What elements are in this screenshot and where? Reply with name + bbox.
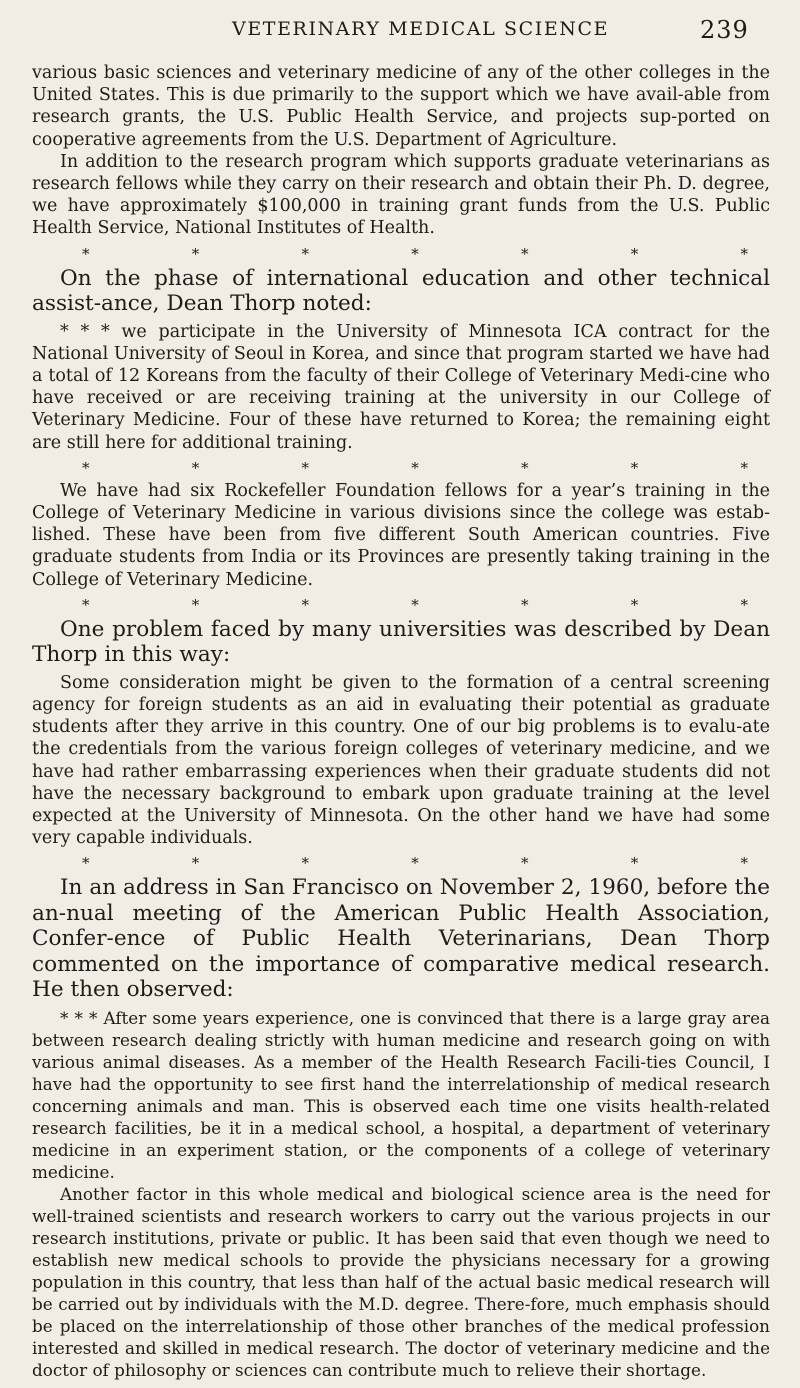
separator-star: *	[82, 854, 90, 873]
paragraph-continuation: various basic sciences and veterinary medicine of any of the other colleges in the United States. This is due primarily to the support which we have avail-able from research grants, the U.S. Public Health Service, and projects sup-ported on cooperative agreements from the U.S. Department of Agriculture.	[32, 63, 770, 150]
section-separator	[32, 595, 770, 615]
quote-rockefeller-fellows: We have had six Rockefeller Foundation fellows for a year’s training in the College of Veterinary Medicine in various divisions since the college was estab-lished. These have been from five different South American countries. Five graduate students from India or its Provinces are presently taking training in the College of Veterinary Medicine.	[32, 480, 770, 590]
paragraph-problem-intro: One problem faced by many universities was described by Dean Thorp in this way:	[32, 616, 770, 668]
separator-star: *	[521, 458, 529, 477]
quote-gray-area: * * * After some years experience, one is convinced that there is a large gray area between research dealing strictly with human medicine and research going on with various animal diseases. As a member of the Health Research Facili-ties Council, I have had the opportunity to see first hand the interrelationship of medical research concerning animals and man. This is observed each time one visits health-related research facilities, be it in a medical school, a hospital, a department of veterinary medicine in an experiment station, or the components of a college of veterinary medicine.	[32, 1007, 770, 1182]
separator-star: *	[191, 854, 200, 873]
paragraph-training-grants: In addition to the research program which supports graduate veterinarians as research fellows while they carry on their research and obtain their Ph. D. degree, we have approximately $100,000 in training grant funds from the U.S. Public Health Service, National Institutes of Health.	[32, 151, 770, 239]
separator-star: *	[630, 458, 639, 477]
paragraph-international-education: On the phase of international education and other technical assist-ance, Dean Thorp noted:	[32, 265, 770, 317]
paragraph-san-francisco-address: In an address in San Francisco on November 2, 1960, before the an-nual meeting of the American Public Health Association, Confer-ence of Public Health Veterinarians, Dean Thorp commented on the importance of comparative medical research. He then observed:	[32, 875, 770, 1003]
section-separator	[32, 853, 770, 873]
separator-star: *	[411, 244, 419, 263]
page-body	[32, 62, 770, 1381]
separator-star: *	[301, 854, 309, 873]
separator-star: *	[521, 854, 529, 873]
separator-star: *	[82, 244, 90, 263]
separator-star: *	[411, 458, 419, 477]
page-number: 239	[700, 16, 749, 44]
separator-star: *	[740, 595, 748, 614]
quote-another-factor: Another factor in this whole medical and biological science area is the need for well-trained scientists and research workers to carry out the various projects in our research institutions, private or public. It has been said that even though we need to establish new medical schools to provide the physicians necessary for a growing population in this country, that less than half of the actual basic medical research will be carried out by individuals with the M.D. degree. There-fore, much emphasis should be placed on the interrelationship of those other branches of the medical profession interested and skilled in medical research. The doctor of veterinary medicine and the doctor of philosophy or sciences can contribute much to relieve their shortage.	[32, 1183, 770, 1380]
separator-star: *	[301, 458, 309, 477]
separator-star: *	[630, 244, 639, 263]
separator-star: *	[740, 244, 748, 263]
section-separator	[32, 244, 770, 264]
separator-star: *	[301, 244, 309, 263]
separator-star: *	[521, 244, 529, 263]
running-head: VETERINARY MEDICAL SCIENCE	[232, 18, 610, 40]
separator-star: *	[630, 595, 639, 614]
separator-star: *	[740, 854, 748, 873]
page-header	[0, 16, 800, 52]
separator-star: *	[301, 595, 309, 614]
separator-star: *	[411, 595, 419, 614]
separator-star: *	[82, 458, 90, 477]
quote-korea-program: * * * we participate in the University of Minnesota ICA contract for the National University of Seoul in Korea, and since that program started we have had a total of 12 Koreans from the faculty of their College of Veterinary Medi-cine who have received or are receiving training at the university in our College of Veterinary Medicine. Four of these have returned to Korea; the remaining eight are still here for additional training.	[32, 321, 770, 453]
separator-star: *	[521, 595, 529, 614]
separator-star: *	[191, 458, 200, 477]
quote-screening-agency: Some consideration might be given to the formation of a central screening agency for foreign students as an aid in evaluating their potential as graduate students after they arrive in this country. One of our big problems is to evalu-ate the credentials from the various foreign colleges of veterinary medicine, and we have had rather embarrassing experiences when their graduate students did not have the necessary background to embark upon graduate training at the level expected at the University of Minnesota. On the other hand we have had some very capable individuals.	[32, 672, 770, 849]
section-separator	[32, 458, 770, 478]
separator-star: *	[630, 854, 639, 873]
separator-star: *	[191, 595, 200, 614]
separator-star: *	[411, 854, 419, 873]
separator-star: *	[82, 595, 90, 614]
separator-star: *	[740, 458, 748, 477]
separator-star: *	[191, 244, 200, 263]
